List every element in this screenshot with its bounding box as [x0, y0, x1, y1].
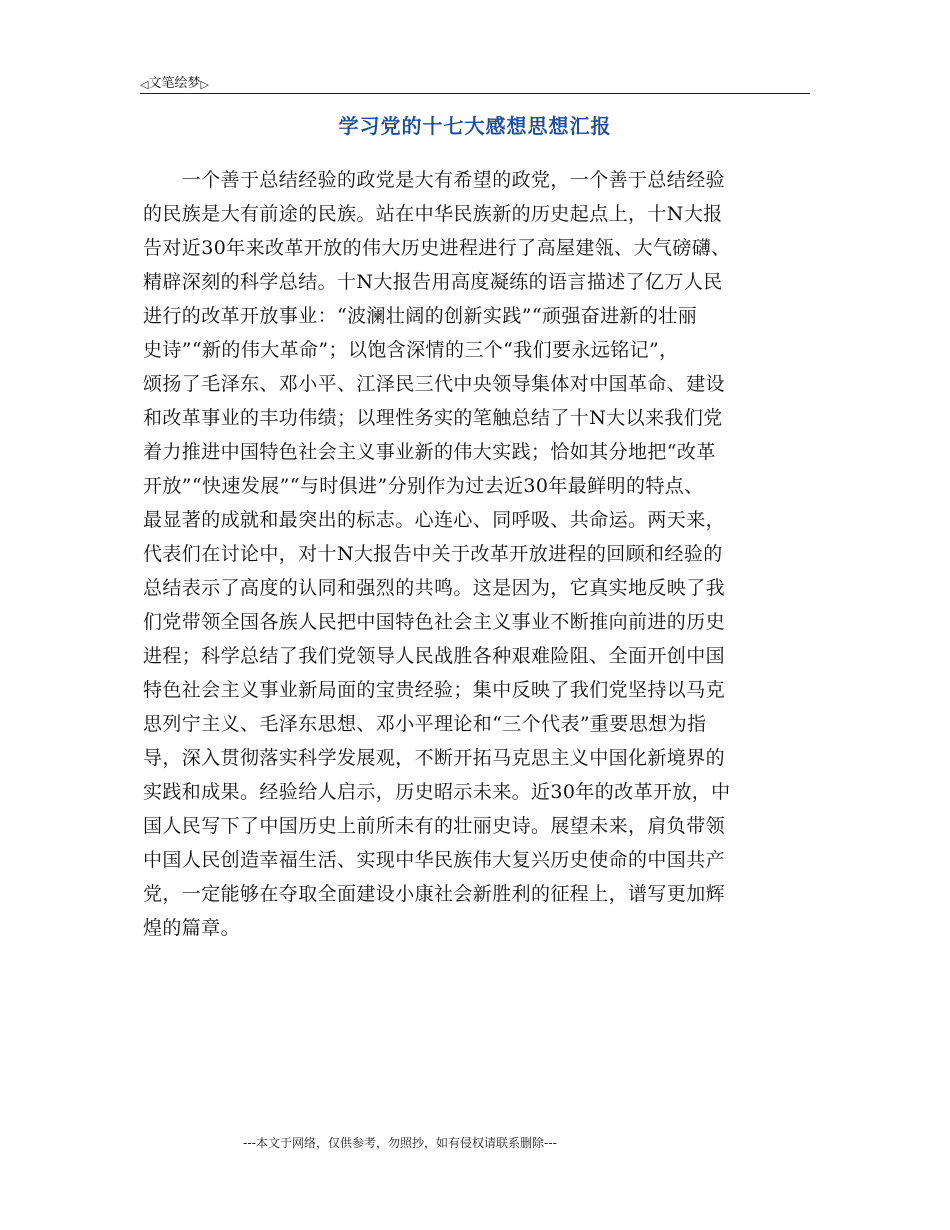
body-line: 国人民写下了中国历史上前所未有的壮丽史诗。展望未来，肩负带领	[143, 815, 726, 837]
left-triangle-icon: ◁	[140, 78, 149, 91]
header-label: 文笔绘梦	[148, 76, 201, 91]
body-line: 一个善于总结经验的政党是大有希望的政党，一个善于总结经验	[143, 169, 726, 191]
body-line: 总结表示了高度的认同和强烈的共鸣。这是因为，它真实地反映了我	[143, 577, 726, 599]
body-line: 进程；科学总结了我们党领导人民战胜各种艰难险阻、全面开创中国	[143, 645, 726, 667]
body-text	[143, 163, 823, 945]
body-line: 史诗”“新的伟大革命”；以饱含深情的三个“我们要永远铭记”，	[143, 339, 679, 361]
right-triangle-icon: ▷	[200, 78, 209, 91]
body-line: 颂扬了毛泽东、邓小平、江泽民三代中央领导集体对中国革命、建设	[143, 373, 726, 395]
body-line: 思列宁主义、毛泽东思想、邓小平理论和“三个代表”重要思想为指	[143, 713, 707, 735]
body-line: 最显著的成就和最突出的标志。心连心、同呼吸、共命运。两天来，	[143, 509, 726, 531]
body-line: 和改革事业的丰功伟绩；以理性务实的笔触总结了十N大以来我们党	[143, 407, 723, 429]
body-line: 代表们在讨论中，对十N大报告中关于改革开放进程的回顾和经验的	[143, 543, 723, 565]
body-line: 们党带领全国各族人民把中国特色社会主义事业不断推向前进的历史	[143, 611, 726, 633]
body-line: 着力推进中国特色社会主义事业新的伟大实践；恰如其分地把“改革	[143, 441, 716, 463]
page-header	[140, 72, 810, 94]
document-title: 学习党的十七大感想思想汇报	[338, 114, 612, 138]
body-line: 实践和成果。经验给人启示，历史昭示未来。近30年的改革开放，中	[143, 781, 731, 803]
body-line: 的民族是大有前途的民族。站在中华民族新的历史起点上，十N大报	[143, 203, 723, 225]
body-line: 中国人民创造幸福生活、实现中华民族伟大复兴历史使命的中国共产	[143, 849, 726, 871]
body-line: 特色社会主义事业新局面的宝贵经验；集中反映了我们党坚持以马克	[143, 679, 726, 701]
body-line: 精辟深刻的科学总结。十N大报告用高度凝练的语言描述了亿万人民	[143, 271, 723, 293]
footer-disclaimer: ---本文于网络，仅供参考，勿照抄，如有侵权请联系删除---	[243, 1136, 557, 1150]
body-line: 导，深入贯彻落实科学发展观，不断开拓马克思主义中国化新境界的	[143, 747, 726, 769]
body-line: 党，一定能够在夺取全面建设小康社会新胜利的征程上，谱写更加辉	[143, 883, 726, 905]
body-line: 开放”“快速发展”“与时俱进”分别作为过去近30年最鲜明的特点、	[143, 475, 704, 497]
body-line: 煌的篇章。	[143, 917, 241, 939]
body-line: 告对近30年来改革开放的伟大历史进程进行了高屋建瓴、大气磅礴、	[143, 237, 731, 259]
body-line: 进行的改革开放事业：“波澜壮阔的创新实践”“顽强奋进新的壮丽	[143, 305, 698, 327]
